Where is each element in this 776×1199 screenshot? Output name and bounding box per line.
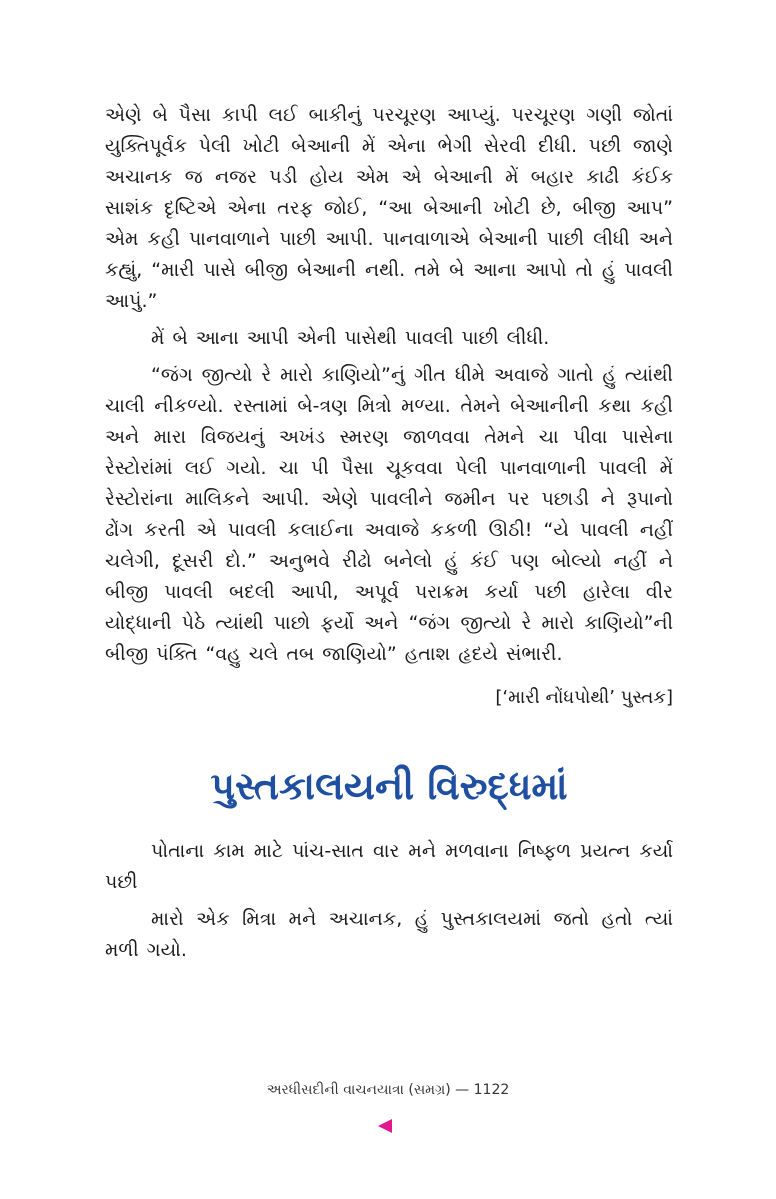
previous-page-arrow-icon[interactable] xyxy=(378,1119,392,1133)
section-paragraph-1: પોતાના કામ માટે પાંચ-સાત વાર મને મળવાના નિષ્ફળ પ્રયત્ન કર્યા પછી xyxy=(105,840,673,893)
section-heading: પુસ્તકાલયની વિરુદ્ધમાં xyxy=(210,764,568,808)
story-paragraph-3: “જંગ જીત્યો રે મારો કાણિયો”નું ગીત ધીમે અવાજે ગાતો હું ત્યાંથી ચાલી નીકળ્યો. રસ્તામાં બે-ત્રણ મિત્રો મળ્યા. તેમને બેઆનીની કથા કહી અને મારા વિજયનું અખંડ સ્મરણ જાળવવા તેમને ચા પીવા પાસેના રેસ્ટોરાંમાં લઈ ગયો. ચા પી પૈસા ચૂકવવા પેલી પાનવાળાની પાવલી મેં રેસ્ટોરાંના માલિકને આપી. એણે પાવલીને જમીન પર પછાડી ને રૂપાનો ઢોંગ કરતી એ પાવલી કલાઈના અવાજે કકળી ઊઠી! “યે પાવલી નહીં ચલેગી, દૂસરી દો.” અનુભવે રીઢો બનેલો હું કંઈ પણ બોલ્યો નહીં ને બીજી પાવલી બદલી આપી, અપૂર્વ પરાક્રમ કર્યા પછી હારેલા વીર યોદ્ધાની પેઠે ત્યાંથી પાછો ફર્યો અને “જંગ જીત્યો રે મારો કાણિયો”ની બીજી પંક્તિ “વહુ ચલે તબ જાણિયો” હતાશ હૃદયે સંભારી. xyxy=(105,364,673,665)
page-footer: અરધીસદીની વાચનયાત્રા (સમગ્ર) — 1122 xyxy=(266,1082,510,1098)
section-paragraph-2: મારો એક મિત્રા મને અચાનક, હું પુસ્તકાલયમાં જતો હતો ત્યાં મળી ગયો. xyxy=(105,908,673,961)
source-citation: [‘મારી નોંધપોથી’ પુસ્તક] xyxy=(495,687,673,708)
story-paragraph-1: એણે બે પૈસા કાપી લઈ બાકીનું પરચૂરણ આપ્યું. પરચૂરણ ગણી જોતાં યુક્તિપૂર્વક પેલી ખોટી બેઆની મેં એના ભેગી સેરવી દીધી. પછી જાણે અચાનક જ નજર પડી હોય એમ એ બેઆની મેં બહાર કાઢી કંઈક સાશંક દૃષ્ટિએ એના તરફ જોઈ, “આ બેઆની ખોટી છે, બીજી આપ” એમ કહી પાનવાળાને પાછી આપી. પાનવાળાએ બેઆની પાછી લીધી અને કહ્યું, “મારી પાસે બીજી બેઆની નથી. તમે બે આના આપો તો હું પાવલી આપું.” xyxy=(105,104,673,312)
story-paragraph-2: મેં બે આના આપી એની પાસેથી પાવલી પાછી લીધી. xyxy=(151,327,550,349)
page-content xyxy=(105,100,673,966)
